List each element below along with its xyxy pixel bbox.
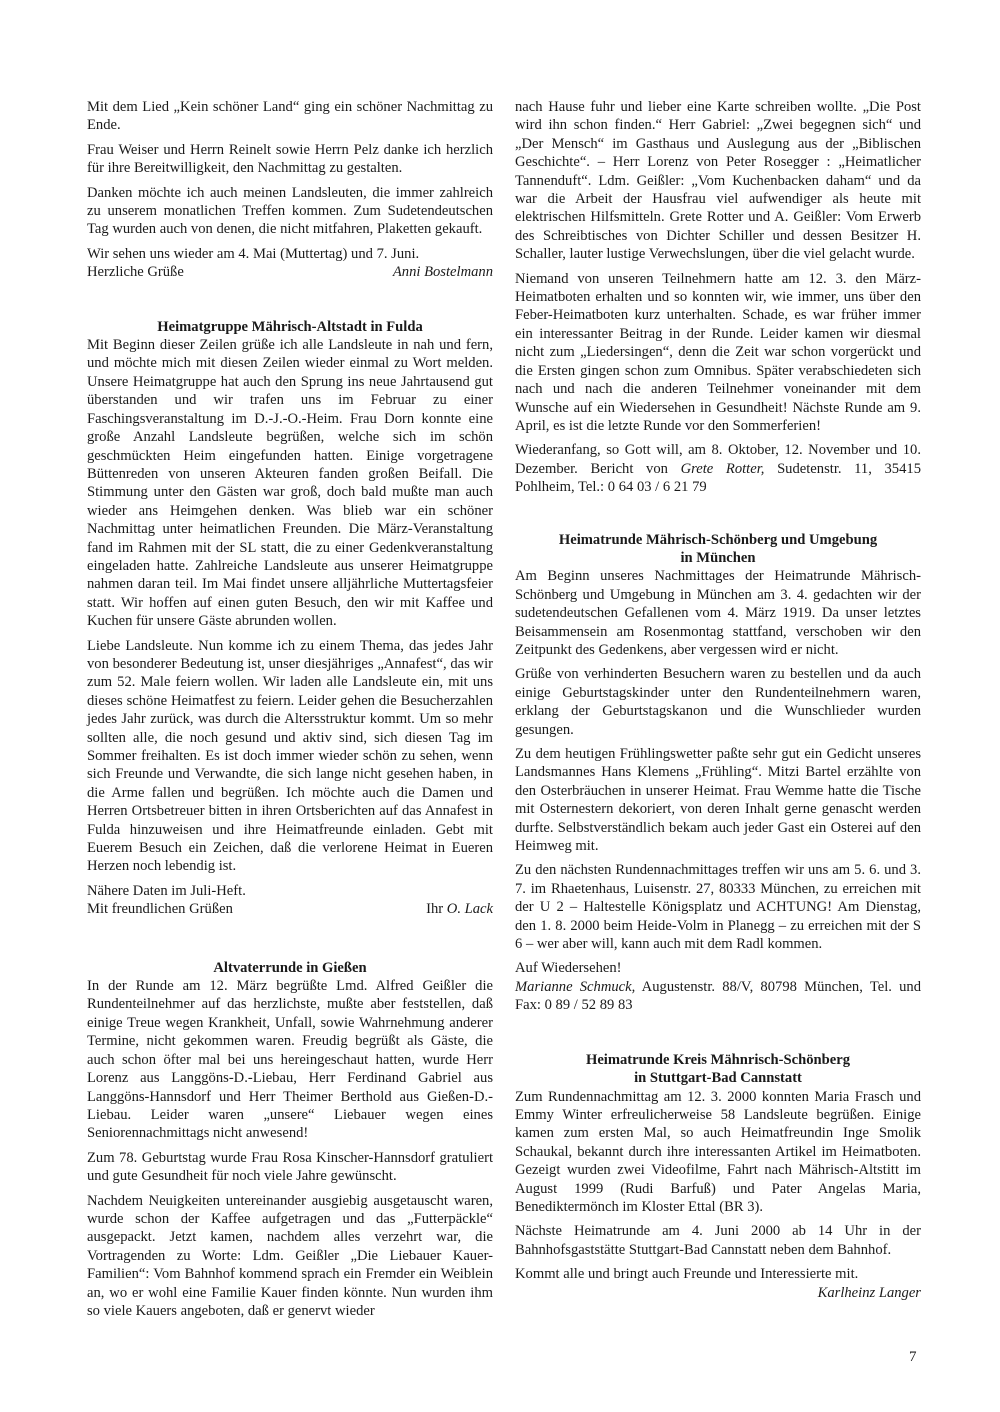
paragraph: Zum 78. Geburtstag wurde Frau Rosa Kinscher-Hannsdorf gratuliert und gute Gesundheit für noch viele Jahre gewünscht. [87, 1149, 493, 1185]
text-run: Wiederanfang, so Gott will, am 8. Oktober, 12. November und 10. Dezember. Bericht von [515, 442, 921, 477]
heading-line: Heimatrunde Mährisch-Schönberg und Umgebung [558, 531, 878, 548]
paragraph: Wir sehen uns wieder am 4. Mai (Muttertag) und 7. Juni. [87, 245, 420, 262]
paragraph [515, 441, 921, 496]
page-number: 7 [909, 1349, 917, 1365]
author-prefix: Ihr [426, 901, 444, 918]
author-name: Grete Rotter, [680, 460, 765, 477]
paragraph [515, 978, 921, 1015]
author-block [426, 900, 493, 918]
author-name: Karlheinz Langer [817, 1284, 921, 1301]
paragraph: Zu den nächsten Rundennachmittages treffen wir uns am 5. 6. und 3. 7. im Rhaetenhaus, Luisenstr. 27, 80333 München, zu erreichen mit der U 2 – Haltestelle Königsplatz und ACHTUNG! Am Dienstag, den 1. 8. 2000 beim Heide-Volm in Planegg – zu erreichen mit der S 6 – wer aber will, kann auch mit dem Radl kommen. [515, 862, 921, 953]
section-heading [515, 531, 921, 568]
heading-line: in Stuttgart-Bad Cannstatt [634, 1070, 802, 1087]
paragraph: Grüße von verhinderten Besuchern waren zu bestellen und da auch einige Geburtstagskinder unter den Rundenteilnehmern waren, erklang der Geburtstagskanon und die Wunschlieder wurden gesungen. [515, 666, 921, 738]
paragraph: Auf Wiedersehen! [515, 960, 622, 977]
section-heading: Heimatgruppe Mährisch-Altstadt in Fulda [157, 318, 423, 335]
paragraph: Danken möchte ich auch meinen Landsleuten, die immer zahlreich zu unserem monatlichen Treffen kommen. Zum Sudetendeutschen Tag wurden auch von denen, die nicht mitfahren, Plaketten gekauft. [87, 184, 493, 238]
paragraph: Mit Beginn dieser Zeilen grüße ich alle Landsleute in nah und fern, und möchte mich mit diesen Zeilen wieder einmal zu Wort melden. Unsere Heimatgruppe hat auch den Sprung ins neue Jahrtausend gut überstanden und wir trafen uns im Februar zu einer Faschingsveranstaltung im D.-J.-O.-Heim. Frau Dorn konnte eine große Anzahl Landsleute begrüßen, welche sich im schön geschmückten Heim eingefunden hatten. Einige vorgetragene Büttenreden von unseren Akteuren fanden großen Beifall. Die Stimmung unter den Gästen war groß, doch bald mußte man auch wieder ans Heimgehen denken. Was blieb war ein schöner Nachmittag unter heimatlichen Freunden. Die März-Veranstaltung fand im Rahmen mit der SL statt, die zu einer Gedenkveranstaltung eingeladen hatte. Zahlreiche Landsleute aus unserer Heimatgruppe nahmen daran teil. Im Mai findet unsere alljährliche Muttertagsfeier statt. Wir hoffen auf einen guten Besuch, den wir mit Kaffee und Kuchen für unsere Gäste abrunden wollen. [87, 337, 493, 630]
signature-row [87, 263, 493, 281]
author-name: Marianne Schmuck, [515, 978, 636, 995]
heading-line: Heimatrunde Kreis Mähnrisch-Schönberg [585, 1051, 851, 1068]
paragraph: Frau Weiser und Herrn Reinelt sowie Herrn Pelz danke ich herzlich für ihre Bereitwilligkeit, den Nachmittag zu gestalten. [87, 141, 493, 177]
heading-line: in München [680, 549, 756, 566]
author-address: Augustenstr. 88/V, 80798 München, Tel. und Fax: 0 89 / 52 89 83 [515, 978, 921, 1014]
paragraph: Zu dem heutigen Frühlingswetter paßte sehr gut ein Gedicht unseres Landsmannes Hans Klemens „Frühling“. Mitzi Bartel erzählte von den Osterbräuchen in unserer Heimat. Frau Wemme hatte die Tische mit Osternestern dekoriert, von deren Inhalt gerne genascht werden durfte. Selbstverständlich bekam auch jeder Gast ein Osterei auf den Heimweg mit. [515, 746, 921, 855]
paragraph: Niemand von unseren Teilnehmern hatte am 12. 3. den März-Heimatboten erhalten und so konnten wir, wie immer, uns über den Feber-Heimatboten kurz unterhalten. Schade, es war früher immer ein interessanter Beitrag in der Runde. Leider kamen wir diesmal nicht zum „Liedersingen“, denn die Zeit war schon vorgerückt und die Ersten gingen schon zum Omnibus. Später verabschiedeten sich nach und nach die anderen Teilnehmer voneinander mit dem Wunsche auf ein Wiedersehen in Gesundheit! Nächste Runde am 9. April, es ist die letzte Runde vor den Sommerferien! [515, 270, 921, 434]
author-name: O. Lack [446, 901, 493, 918]
paragraph: Zum Rundennachmittag am 12. 3. 2000 konnten Maria Frasch und Emmy Winter erfreulicherweise 58 Landsleute begrüßen. Einige kamen zum ersten Mal, so auch Heimatfreundin Inge Smolik Schaukal, bekannt durch ihre interessanten Artikel im Heimatboten. Gezeigt wurden zwei Videofilme, Fahrt nach Mährisch-Altstitt im August 1999 (Rudi Barfuß) und Pater Angelas Maria, Benediktermönch im Kloster Ettal (BR 3). [515, 1088, 921, 1215]
section-heading [515, 1051, 921, 1088]
paragraph: Kommt alle und bringt auch Freunde und Interessierte mit. [515, 1266, 859, 1283]
paragraph: Nähere Daten im Juli-Heft. [87, 882, 246, 899]
signature-row [87, 900, 493, 918]
paragraph: In der Runde am 12. März begrüßte Lmd. Alfred Geißler die Rundenteilnehmer auf das herzlichste, mußte aber feststellen, daß einige Treue wegen Krankheit, Unfall, sowie Wahrnehmung anderer Termine, nicht gekommen waren. Freudig begrüßt als Gäste, die auch schon öfter mal bei uns hereingeschaut hatten, wurde Herr Lorenz aus Langgöns-D.-Liebau, Herr Ferdinand Gabriel aus Langgöns-Hannsdorf und Herr Theimer Berthold aus Gießen-D.-Liebau. Leider waren „unsere“ Liebauer wegen eines Seniorennachmittags nicht anwesend! [87, 978, 493, 1142]
greeting: Herzliche Grüße [87, 264, 184, 281]
paragraph: Mit dem Lied „Kein schöner Land“ ging ein schöner Nachmittag zu Ende. [87, 99, 493, 134]
paragraph: Liebe Landsleute. Nun komme ich zu einem Thema, das jedes Jahr von besonderer Bedeutung ist, unser diesjähriges „Annafest“, das wir zum 52. Male feiern wollen. Wir laden alle Landsleute ein, mit uns dieses schöne Heimatfest zu feiern. Leider gehen die Besucherzahlen jedes Jahr zurück, was durch die Altersstruktur kommt. Um so mehr sollten alle, die noch gesund und aktiv sind, sich diesen Tag im Sommer freihalten. Es ist doch immer wieder schön zu sehen, wenn sich Freunde und Verwandte, die sich lange nicht gesehen haben, in die Arme fallen und begrüßen. Ich möchte auch die Damen und Herren Ortsbetreuer bitten in ihren Ortsberichten auf das Annafest in Fulda hinzuweisen und ihre Heimatfreunde einladen. Gebt mit Euerem Besuch ein Zeichen, daß die verlorene Heimat in Eueren Herzen noch lebendig ist. [87, 637, 493, 875]
section-heading: Altvaterrunde in Gießen [213, 959, 367, 976]
text-run: Sudetenstr. 11, 35415 Pohlheim, Tel.: 0 64 03 / 6 21 79 [515, 460, 921, 496]
author-name: Anni Bostelmann [392, 264, 493, 281]
paragraph: Am Beginn unseres Nachmittages der Heimatrunde Mährisch-Schönberg und Umgebung in München am 3. 4. gedachten wir der sudetendeutschen Gefallenen vom 4. März 1919. Da unser letztes Beisammensein am Rosenmontag stattfand, verschoben wir den Zeitpunkt des Gedenkens, aber vergessen wird er nicht. [515, 568, 921, 658]
greeting: Mit freundlichen Grüßen [87, 901, 233, 918]
paragraph: nach Hause fuhr und lieber eine Karte schreiben wollte. „Die Post wird ihn schon finden.“ Herr Gabriel: „Zwei begegnen sich“ und „Der Mensch“ im Gasthaus und Auslegung aus der „Biblischen Geschichte“. – Herr Lorenz von Peter Rosegger : „Heimatlicher Tannenduft“. Ldm. Geißler: „Vom Kuchenbacken daham“ und da war die Arbeit der Hausfrau viel aufwendiger als heute mit elektrischen Hilfsmitteln. Grete Rotter und A. Geißler: Vom Erwerb des Schreibtisches von Dichter Schiller und dessen Besitzer H. Schaller, lauter lustige Verwechslungen, über die viel gelacht wurde. [515, 99, 921, 263]
right-column [515, 98, 921, 1308]
left-column [87, 98, 493, 1320]
paragraph: Nächste Heimatrunde am 4. Juni 2000 ab 14 Uhr in der Bahnhofsgaststätte Stuttgart-Bad Cannstatt neben dem Bahnhof. [515, 1223, 921, 1258]
paragraph: Nachdem Neuigkeiten untereinander ausgiebig ausgetauscht waren, wurde schon der Kaffee aufgetragen und das „Futterpäckle“ ausgepackt. Jetzt kamen, nachdem alles verzehrt war, die Vortragenden zu Worte: Ldm. Geißler „Die Liebauer Kauer-Familien“: Vom Bahnhof kommend sprach ein Fremder ein Weiblein an, wo er wohl eine Familie Kauer finden könnte. Nun wurden ihm so viele Kauers angeboten, daß er genervt wieder [87, 1192, 493, 1319]
